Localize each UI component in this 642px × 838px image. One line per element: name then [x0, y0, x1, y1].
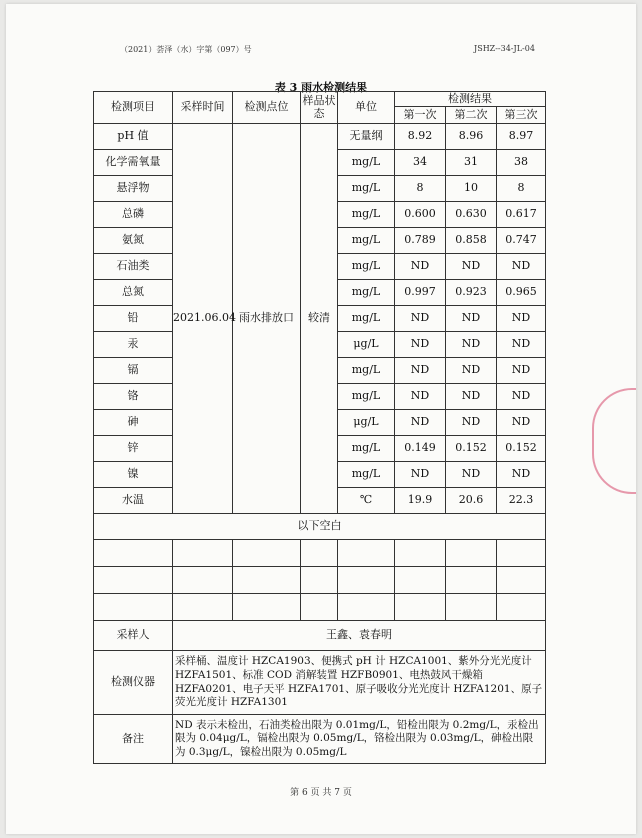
result-cell-run2: 31 [446, 150, 497, 176]
result-cell-run2: ND [446, 410, 497, 436]
remarks-value: ND 表示未检出，石油类检出限为 0.01mg/L，铅检出限为 0.2mg/L，汞检出限为 0.04μg/L，镉检出限为 0.05mg/L，铬检出限为 0.03mg/L，砷检出限为 0.3μg/L，镍检出限为 0.05mg/L [173, 715, 546, 764]
item-cell: 化学需氧量 [94, 150, 173, 176]
item-cell: 砷 [94, 410, 173, 436]
sampler-value: 王鑫、袁春明 [173, 621, 546, 651]
result-cell-run2: ND [446, 306, 497, 332]
item-cell: 铅 [94, 306, 173, 332]
result-cell-run3: 0.152 [497, 436, 546, 462]
col-header-unit: 单位 [338, 92, 395, 124]
blank-note-row [94, 514, 546, 540]
result-cell-run1: ND [395, 462, 446, 488]
result-cell-run1: ND [395, 254, 446, 280]
item-cell: 锌 [94, 436, 173, 462]
result-cell-run3: ND [497, 332, 546, 358]
result-cell-run2: 0.152 [446, 436, 497, 462]
document-page [6, 4, 636, 834]
empty-cell [497, 567, 546, 594]
result-cell-run3: ND [497, 306, 546, 332]
item-cell: 总氮 [94, 280, 173, 306]
empty-cell [301, 567, 338, 594]
table-title: 表 3 雨水检测结果 [274, 81, 368, 94]
sampler-row [94, 621, 546, 651]
unit-cell: mg/L [338, 176, 395, 202]
unit-cell: ℃ [338, 488, 395, 514]
empty-cell [301, 540, 338, 567]
empty-row [94, 594, 546, 621]
result-cell-run1: 0.997 [395, 280, 446, 306]
doc-number: （2021）荟泽（水）字第（097）号 [120, 45, 252, 54]
empty-cell [338, 567, 395, 594]
instruments-row [94, 651, 546, 715]
sample-location-cell: 雨水排放口 [233, 124, 301, 514]
col-header-state: 样品状态 [301, 92, 338, 124]
company-seal [592, 388, 636, 494]
item-cell: 氨氮 [94, 228, 173, 254]
empty-cell [395, 567, 446, 594]
sample-time-cell: 2021.06.04 [173, 124, 233, 514]
empty-cell [497, 540, 546, 567]
result-cell-run3: 8 [497, 176, 546, 202]
remarks-row [94, 715, 546, 764]
result-cell-run2: ND [446, 462, 497, 488]
result-cell-run1: 0.600 [395, 202, 446, 228]
unit-cell: mg/L [338, 462, 395, 488]
unit-cell: μg/L [338, 410, 395, 436]
result-cell-run3: 22.3 [497, 488, 546, 514]
col-header-run2: 第二次 [446, 107, 497, 124]
col-header-location: 检测点位 [233, 92, 301, 124]
col-header-item: 检测项目 [94, 92, 173, 124]
unit-cell: mg/L [338, 228, 395, 254]
empty-cell [94, 567, 173, 594]
col-header-run3: 第三次 [497, 107, 546, 124]
result-cell-run1: ND [395, 332, 446, 358]
result-cell-run3: 0.965 [497, 280, 546, 306]
empty-cell [497, 594, 546, 621]
item-cell: 石油类 [94, 254, 173, 280]
unit-cell: mg/L [338, 150, 395, 176]
result-cell-run2: 0.923 [446, 280, 497, 306]
empty-cell [233, 567, 301, 594]
unit-cell: 无量纲 [338, 124, 395, 150]
instruments-label: 检测仪器 [94, 651, 173, 715]
blank-note: 以下空白 [94, 514, 546, 540]
empty-cell [338, 594, 395, 621]
item-cell: 总磷 [94, 202, 173, 228]
result-cell-run2: ND [446, 384, 497, 410]
empty-cell [173, 567, 233, 594]
result-cell-run2: 0.858 [446, 228, 497, 254]
table-row [94, 124, 546, 150]
item-cell: 水温 [94, 488, 173, 514]
item-cell: 悬浮物 [94, 176, 173, 202]
result-cell-run1: 0.149 [395, 436, 446, 462]
result-cell-run2: 8.96 [446, 124, 497, 150]
result-cell-run3: 0.617 [497, 202, 546, 228]
empty-cell [94, 594, 173, 621]
result-cell-run2: ND [446, 332, 497, 358]
result-cell-run1: 0.789 [395, 228, 446, 254]
result-cell-run3: ND [497, 254, 546, 280]
sampler-label: 采样人 [94, 621, 173, 651]
empty-cell [173, 540, 233, 567]
result-cell-run3: ND [497, 462, 546, 488]
result-cell-run1: 34 [395, 150, 446, 176]
result-cell-run1: 19.9 [395, 488, 446, 514]
remarks-label: 备注 [94, 715, 173, 764]
result-cell-run2: 10 [446, 176, 497, 202]
empty-row [94, 567, 546, 594]
result-cell-run1: 8 [395, 176, 446, 202]
result-cell-run2: ND [446, 254, 497, 280]
result-cell-run3: 8.97 [497, 124, 546, 150]
empty-cell [446, 567, 497, 594]
col-header-time: 采样时间 [173, 92, 233, 124]
empty-cell [94, 540, 173, 567]
form-code: JSHZ--34-JL-04 [474, 44, 535, 53]
result-cell-run3: ND [497, 358, 546, 384]
result-cell-run1: ND [395, 358, 446, 384]
empty-cell [173, 594, 233, 621]
empty-cell [233, 540, 301, 567]
empty-cell [446, 594, 497, 621]
unit-cell: mg/L [338, 306, 395, 332]
result-cell-run3: ND [497, 410, 546, 436]
result-cell-run1: 8.92 [395, 124, 446, 150]
unit-cell: mg/L [338, 384, 395, 410]
unit-cell: mg/L [338, 436, 395, 462]
page-footer: 第 6 页 共 7 页 [290, 788, 352, 798]
unit-cell: mg/L [338, 202, 395, 228]
result-cell-run1: ND [395, 306, 446, 332]
item-cell: 镉 [94, 358, 173, 384]
item-cell: 汞 [94, 332, 173, 358]
empty-row [94, 540, 546, 567]
result-cell-run3: ND [497, 384, 546, 410]
col-header-run1: 第一次 [395, 107, 446, 124]
empty-cell [395, 540, 446, 567]
result-cell-run2: 0.630 [446, 202, 497, 228]
item-cell: pH 值 [94, 124, 173, 150]
result-cell-run3: 38 [497, 150, 546, 176]
result-cell-run1: ND [395, 384, 446, 410]
item-cell: 铬 [94, 384, 173, 410]
result-cell-run2: 20.6 [446, 488, 497, 514]
unit-cell: mg/L [338, 358, 395, 384]
empty-cell [301, 594, 338, 621]
empty-cell [446, 540, 497, 567]
item-cell: 镍 [94, 462, 173, 488]
result-cell-run1: ND [395, 410, 446, 436]
unit-cell: mg/L [338, 280, 395, 306]
col-header-results: 检测结果 [395, 92, 546, 107]
empty-cell [395, 594, 446, 621]
result-cell-run3: 0.747 [497, 228, 546, 254]
unit-cell: μg/L [338, 332, 395, 358]
instruments-value: 采样桶、温度计 HZCA1903、便携式 pH 计 HZCA1001、紫外分光光度计 HZFA1501、标准 COD 消解装置 HZFB0901、电热鼓风干燥箱 HZFA0201、电子天平 HZFA1701、原子吸收分光光度计 HZFA1201、原子荧光光度计 HZFA1301 [173, 651, 546, 715]
result-cell-run2: ND [446, 358, 497, 384]
unit-cell: mg/L [338, 254, 395, 280]
empty-cell [233, 594, 301, 621]
results-table [93, 91, 546, 764]
sample-state-cell: 较清 [301, 124, 338, 514]
empty-cell [338, 540, 395, 567]
